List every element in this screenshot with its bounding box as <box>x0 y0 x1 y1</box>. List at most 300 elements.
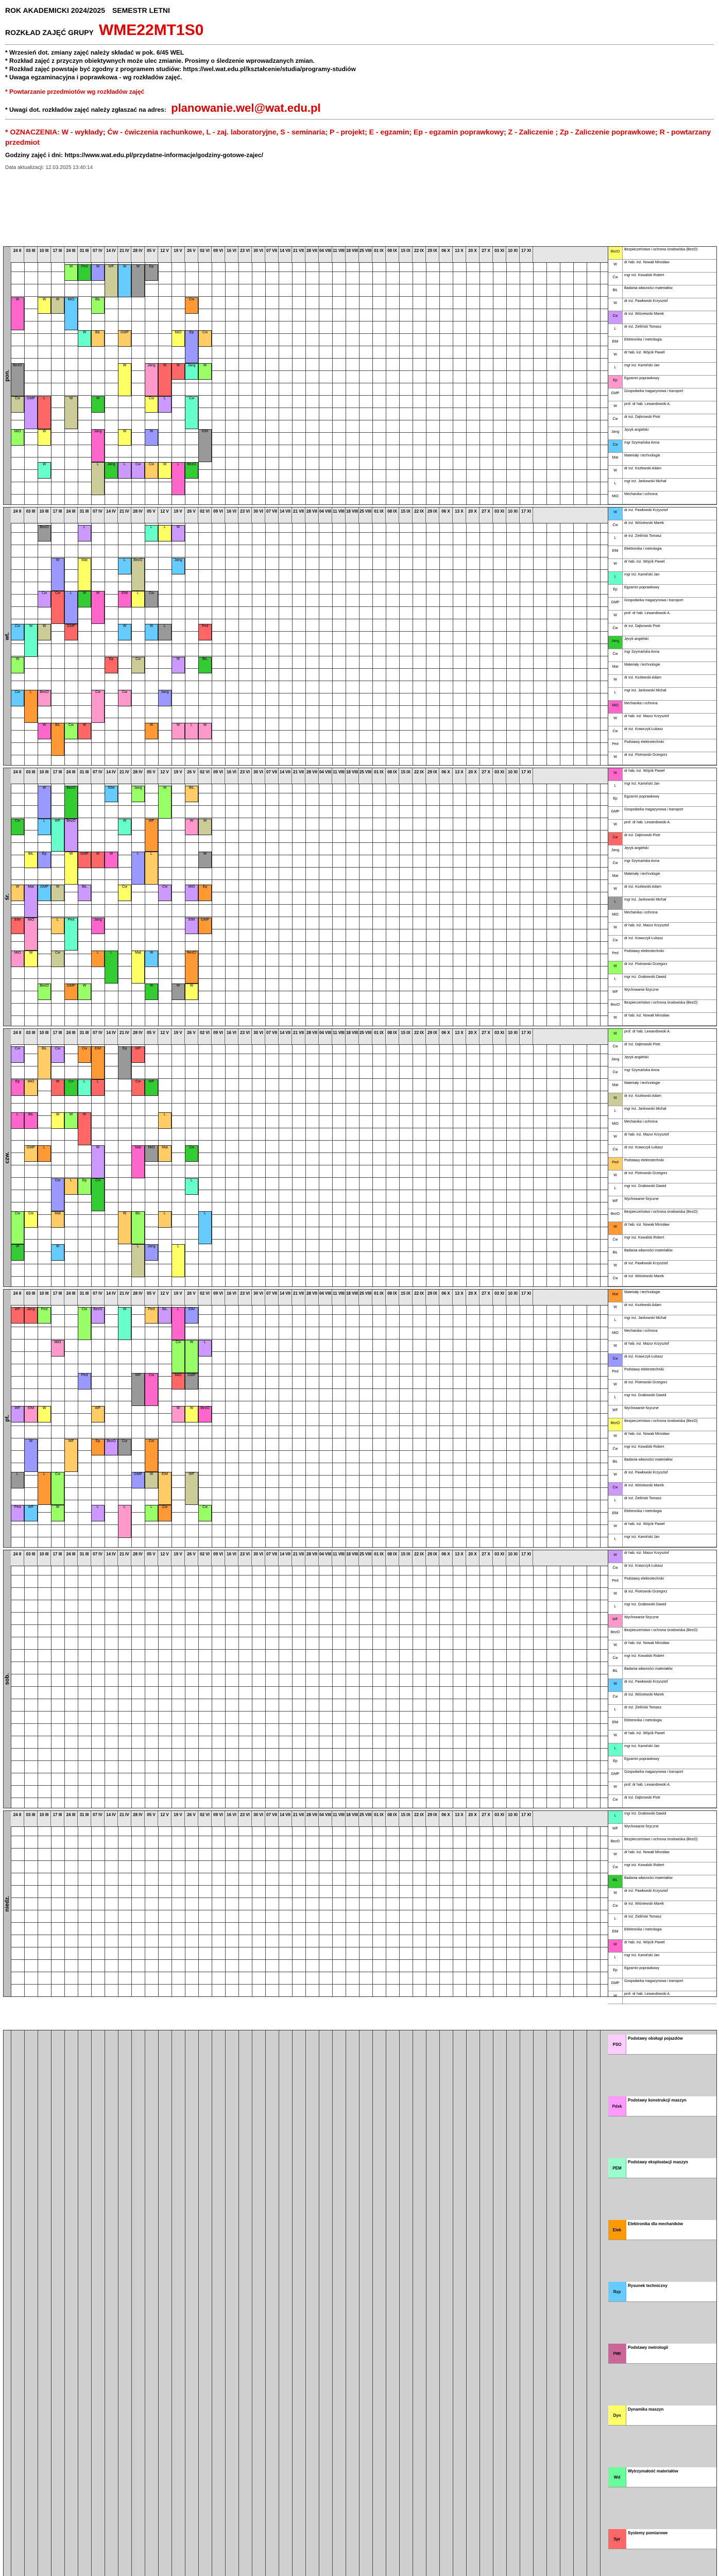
date-cell: 13 X <box>453 507 466 523</box>
class-cell[interactable]: Ćw <box>145 396 158 413</box>
class-cell[interactable]: ElM <box>11 918 24 934</box>
class-cell[interactable]: W <box>158 363 172 396</box>
class-cell[interactable]: L <box>11 1112 24 1129</box>
class-cell[interactable]: W <box>78 723 91 739</box>
class-cell[interactable]: Jang <box>24 1307 38 1324</box>
class-cell[interactable]: WF <box>145 1079 158 1096</box>
date-cell: 07 IV <box>91 1550 105 1566</box>
class-cell[interactable]: Ćw <box>131 657 145 673</box>
class-cell[interactable]: BezO <box>131 558 145 591</box>
date-cell: 07 VII <box>265 247 279 262</box>
class-cell[interactable]: WF <box>145 819 158 852</box>
class-cell[interactable]: GMP <box>64 984 78 1000</box>
legend-code: Ćw <box>608 1354 623 1366</box>
class-cell[interactable]: Ep <box>145 264 158 281</box>
class-cell[interactable]: Ćw <box>185 1145 198 1162</box>
class-cell[interactable]: WF <box>105 264 118 297</box>
class-cell[interactable]: W <box>78 591 91 607</box>
class-cell[interactable]: BiL <box>185 786 198 802</box>
class-cell[interactable]: W <box>51 1244 64 1261</box>
subject-desc: Dynamika maszyn <box>628 2407 664 2412</box>
class-cell[interactable]: Jang <box>131 786 145 802</box>
class-cell[interactable]: BiL <box>24 1112 38 1129</box>
date-cell: 21 IV <box>118 1290 131 1305</box>
class-cell[interactable]: L <box>118 1505 131 1538</box>
legend-code: L <box>608 1602 623 1614</box>
class-cell[interactable]: L <box>38 1472 51 1505</box>
class-cell[interactable]: W <box>78 1112 91 1145</box>
class-cell[interactable]: Ćw <box>78 1046 91 1063</box>
class-cell[interactable]: Ep <box>38 852 51 868</box>
class-cell[interactable]: Ćw <box>118 1439 131 1455</box>
class-cell[interactable]: W <box>198 819 212 835</box>
legend-desc: Bezpieczeństwo i ochrona środowiska (BezO) <box>624 248 698 251</box>
legend-desc: dr hab. inż. Wójcik Paweł <box>624 769 665 773</box>
legend-desc: prof. dr hab. Lewandowski A. <box>624 1992 671 1996</box>
class-cell[interactable]: Ćw <box>51 1046 64 1063</box>
subject-code: Rzp <box>608 2282 626 2301</box>
class-cell[interactable]: MiO <box>172 1373 185 1389</box>
legend-desc: dr inż. Piotrowski Grzegorz <box>624 1381 667 1384</box>
class-cell[interactable]: W <box>91 396 105 413</box>
class-cell[interactable]: BezO <box>64 786 78 819</box>
legend-code: BezO <box>608 1418 623 1431</box>
class-cell[interactable]: W <box>64 396 78 429</box>
class-cell[interactable]: ElM <box>158 1472 172 1505</box>
class-cell[interactable]: ElM <box>105 786 118 802</box>
class-cell[interactable]: Ćw <box>185 297 198 314</box>
class-cell[interactable]: GMP <box>78 852 91 868</box>
class-cell[interactable]: Ćw <box>11 1046 24 1063</box>
legend-row <box>608 1029 716 1042</box>
class-cell[interactable]: W <box>11 1244 24 1261</box>
class-cell[interactable]: L <box>78 1079 91 1096</box>
subject-row <box>608 2467 716 2487</box>
class-cell[interactable]: WF <box>51 819 64 852</box>
class-cell[interactable]: WF <box>11 1406 24 1422</box>
class-cell[interactable]: W <box>11 297 24 330</box>
class-cell[interactable]: L <box>185 723 198 739</box>
class-cell[interactable]: Jang <box>91 429 105 462</box>
class-cell[interactable]: W <box>172 1406 185 1422</box>
class-cell[interactable]: L <box>145 525 158 541</box>
class-cell[interactable]: MiO <box>11 951 24 967</box>
date-cell: 01 IX <box>372 1550 386 1566</box>
class-cell[interactable]: W <box>172 984 185 1000</box>
class-cell[interactable]: BezO <box>185 462 198 479</box>
class-cell[interactable]: Jang <box>145 1244 158 1261</box>
date-cell: 02 VI <box>198 1550 212 1566</box>
class-cell[interactable]: Ped <box>198 624 212 640</box>
class-cell[interactable]: BiL <box>91 297 105 314</box>
legend-desc: dr inż. Zieliński Tomasz <box>624 534 662 538</box>
class-cell[interactable]: L <box>91 1505 105 1521</box>
class-cell[interactable]: W <box>11 657 24 673</box>
class-cell[interactable]: Ćw <box>11 1211 24 1244</box>
class-cell[interactable]: GMP <box>118 330 131 347</box>
class-cell[interactable]: Ćw <box>78 1307 91 1340</box>
class-cell[interactable]: BiL <box>131 1211 145 1244</box>
class-cell[interactable]: W <box>118 624 131 640</box>
class-cell[interactable]: Ćw <box>145 591 158 607</box>
class-cell[interactable]: W <box>185 819 198 835</box>
class-cell[interactable]: Ep <box>11 1079 24 1096</box>
class-cell[interactable]: W <box>51 297 64 314</box>
class-cell[interactable]: L <box>11 1472 24 1488</box>
class-cell[interactable]: MiO <box>172 330 185 347</box>
class-cell[interactable]: W <box>118 1307 131 1340</box>
class-cell[interactable]: Ćw <box>11 624 24 640</box>
class-cell[interactable]: W <box>185 1406 198 1422</box>
class-cell[interactable]: Ćw <box>51 951 64 967</box>
class-cell[interactable]: ElM <box>118 591 131 607</box>
legend-row <box>608 1328 716 1341</box>
class-cell[interactable]: W <box>91 591 105 624</box>
class-cell[interactable]: W <box>185 1340 198 1373</box>
legend-row <box>608 1483 716 1496</box>
legend-row <box>608 1171 716 1183</box>
legend-row <box>608 1521 716 1534</box>
class-cell[interactable]: L <box>198 1211 212 1244</box>
class-cell[interactable]: Ćw <box>118 885 131 901</box>
class-cell[interactable]: Ćw <box>198 1505 212 1521</box>
class-cell[interactable]: W <box>145 1472 158 1488</box>
class-cell[interactable]: BezO <box>38 984 51 1000</box>
class-cell[interactable]: Ćw <box>51 1178 64 1211</box>
date-cell: 19 V <box>172 1550 185 1566</box>
class-cell[interactable]: W <box>172 363 185 380</box>
class-cell[interactable]: W <box>24 1439 38 1472</box>
class-cell[interactable]: Ped <box>78 264 91 281</box>
date-cell: 05 V <box>145 1029 158 1044</box>
class-cell[interactable]: Ćw <box>24 1211 38 1228</box>
class-cell[interactable]: W <box>172 657 185 673</box>
legend-desc: Gospodarka magazynowa i transport <box>624 1770 683 1774</box>
date-cell: 23 VI <box>238 1029 252 1044</box>
class-cell[interactable]: W <box>158 786 172 819</box>
class-cell[interactable]: ElM <box>198 429 212 462</box>
date-cell: 27 X <box>480 507 493 523</box>
class-cell[interactable]: W <box>38 786 51 819</box>
class-cell[interactable]: Ćw <box>172 1340 185 1373</box>
class-cell[interactable]: MiO <box>145 1145 158 1162</box>
class-cell[interactable]: W <box>91 1145 105 1178</box>
class-cell[interactable]: W <box>64 264 78 281</box>
class-cell[interactable]: BezO <box>64 819 78 852</box>
legend-desc: dr inż. Dąbrowski Piotr <box>624 1043 661 1046</box>
class-cell[interactable]: L <box>158 525 172 541</box>
class-cell[interactable]: Mat <box>78 558 91 591</box>
class-cell[interactable]: Jang <box>172 558 185 574</box>
class-cell[interactable]: L <box>172 1244 185 1277</box>
class-cell[interactable]: Ćw <box>198 330 212 347</box>
class-cell[interactable]: W <box>51 885 64 901</box>
class-cell[interactable]: W <box>64 1112 78 1129</box>
legend-code: Ćw <box>608 1563 623 1575</box>
class-cell[interactable]: W <box>172 525 185 541</box>
class-cell[interactable]: MiO <box>24 918 38 951</box>
legend-code: ElM <box>608 546 623 558</box>
class-cell[interactable]: BezO <box>198 1406 212 1422</box>
class-cell[interactable]: L <box>38 1145 51 1162</box>
class-cell[interactable]: MiO <box>64 297 78 330</box>
class-cell[interactable]: L <box>172 462 185 495</box>
class-cell[interactable]: Ćw <box>118 690 131 706</box>
class-cell[interactable]: Ep <box>185 330 198 363</box>
class-cell[interactable]: MiO <box>11 429 24 446</box>
class-cell[interactable]: W <box>158 462 172 479</box>
subject-row <box>608 2220 716 2240</box>
class-cell[interactable]: Jang <box>91 918 105 934</box>
class-cell[interactable]: Ćw <box>131 462 145 479</box>
class-cell[interactable]: WF <box>24 1505 38 1521</box>
legend-row <box>608 572 716 585</box>
class-cell[interactable]: W <box>145 624 158 640</box>
class-cell[interactable]: W <box>51 558 64 591</box>
class-cell[interactable]: L <box>78 525 91 541</box>
class-cell[interactable]: W <box>78 984 91 1000</box>
class-cell[interactable]: W <box>11 885 24 901</box>
class-cell[interactable]: WF <box>64 1439 78 1472</box>
class-cell[interactable]: BiL <box>24 852 38 868</box>
class-cell[interactable]: W <box>145 429 158 446</box>
class-cell[interactable]: Ped <box>78 1373 91 1389</box>
class-cell[interactable]: L <box>131 1244 145 1277</box>
class-cell[interactable]: Ep <box>78 1178 91 1195</box>
legend-row <box>608 1756 716 1769</box>
class-cell[interactable]: W <box>38 624 51 640</box>
class-cell[interactable]: ElM <box>185 918 198 934</box>
class-cell[interactable]: Ćw <box>185 396 198 429</box>
class-cell[interactable]: W <box>198 852 212 868</box>
class-cell[interactable]: BezO <box>185 951 198 984</box>
class-cell[interactable]: BiL <box>91 330 105 347</box>
class-cell[interactable]: Ep <box>105 657 118 673</box>
class-cell[interactable]: L <box>158 1211 172 1228</box>
class-cell[interactable]: BezO <box>105 1439 118 1455</box>
class-cell[interactable]: GMP <box>198 918 212 934</box>
class-cell[interactable]: Jang <box>105 462 118 479</box>
class-cell[interactable]: W <box>51 1112 64 1129</box>
class-cell[interactable]: Ćw <box>64 1079 78 1096</box>
class-cell[interactable]: L <box>118 558 131 574</box>
class-cell[interactable]: L <box>145 852 158 885</box>
class-cell[interactable]: BezO <box>38 690 51 706</box>
class-cell[interactable]: BezO <box>11 363 24 396</box>
class-cell[interactable]: Ćw <box>11 690 24 706</box>
class-cell[interactable]: W <box>51 1505 64 1521</box>
class-cell[interactable]: L <box>185 1178 198 1195</box>
class-cell[interactable]: Ep <box>91 1439 105 1455</box>
class-cell[interactable]: BiL <box>158 1307 172 1324</box>
class-cell[interactable]: W <box>38 429 51 446</box>
class-cell[interactable]: Ćw <box>158 885 172 901</box>
class-cell[interactable]: W <box>118 363 131 396</box>
legend-desc: dr inż. Dąbrowski Piotr <box>624 624 661 628</box>
class-cell[interactable]: GMP <box>131 1472 145 1488</box>
class-cell[interactable]: BezO <box>91 1307 105 1324</box>
class-cell[interactable]: W <box>118 819 131 835</box>
class-cell[interactable]: W <box>118 264 131 297</box>
class-cell[interactable]: L <box>118 462 131 479</box>
class-cell[interactable]: W <box>105 852 118 868</box>
class-cell[interactable]: Ćw <box>51 591 64 624</box>
class-cell[interactable]: W <box>198 723 212 739</box>
class-cell[interactable]: Ćw <box>91 690 105 723</box>
class-cell[interactable]: L <box>198 1340 212 1357</box>
class-cell[interactable]: W <box>51 1079 64 1096</box>
class-cell[interactable]: Mat <box>158 1145 172 1162</box>
class-cell[interactable]: Ćw <box>51 1472 64 1505</box>
class-cell[interactable]: Mat <box>131 1145 145 1178</box>
class-cell[interactable]: L <box>172 1307 185 1340</box>
class-cell[interactable]: L <box>91 951 105 967</box>
class-cell[interactable]: L <box>158 1112 172 1129</box>
class-cell[interactable]: Ćw <box>11 396 24 413</box>
legend-desc: mgr inż. Kamiński Jan <box>624 1744 660 1748</box>
class-cell[interactable]: W <box>38 297 51 314</box>
class-cell[interactable]: W <box>38 1406 51 1422</box>
class-cell[interactable]: Ep <box>118 1046 131 1079</box>
class-cell[interactable]: W <box>91 264 105 281</box>
legend-code: W <box>608 1550 623 1563</box>
date-cell: 24 II <box>11 247 24 262</box>
class-cell[interactable]: Ped <box>64 918 78 951</box>
class-cell[interactable]: L <box>91 462 105 495</box>
class-cell[interactable]: L <box>38 819 51 835</box>
class-cell[interactable]: MiO <box>185 885 198 901</box>
class-cell[interactable]: Mat <box>24 885 38 918</box>
class-cell[interactable]: L <box>24 690 38 723</box>
class-cell[interactable]: W <box>64 852 78 885</box>
class-cell[interactable]: W <box>118 1211 131 1244</box>
class-cell[interactable]: W <box>172 723 185 739</box>
class-cell[interactable]: W <box>24 624 38 657</box>
class-cell[interactable]: W <box>38 723 51 739</box>
class-cell[interactable]: BiL <box>198 657 212 673</box>
date-cell: 03 III <box>24 1290 38 1305</box>
legend-code: W <box>608 1991 623 2004</box>
class-cell[interactable]: Ćw <box>64 723 78 739</box>
date-cell: 05 V <box>145 768 158 784</box>
class-cell[interactable]: W <box>185 984 198 1000</box>
legend-row <box>608 820 716 833</box>
legend-desc: prof. dr hab. Lewandowski A. <box>624 402 671 406</box>
class-cell[interactable]: BiL <box>51 723 64 756</box>
class-cell[interactable]: BiL <box>78 885 91 901</box>
legend-code: WF <box>608 1196 623 1209</box>
class-cell[interactable]: Ćw <box>145 1439 158 1472</box>
class-cell[interactable]: GMP <box>185 1373 198 1389</box>
date-cell: 27 X <box>480 247 493 262</box>
class-cell[interactable]: GMP <box>64 624 78 640</box>
class-cell[interactable]: WF <box>185 1472 198 1505</box>
class-cell[interactable]: Ćw <box>145 1373 158 1406</box>
date-cell: 12 V <box>158 1550 172 1566</box>
class-cell[interactable]: ElM <box>91 1046 105 1079</box>
class-cell[interactable]: L <box>91 1079 105 1096</box>
legend-row <box>608 507 716 520</box>
date-cell: 04 VIII <box>319 1290 332 1305</box>
class-cell[interactable]: WF <box>131 1373 145 1406</box>
date-cell: 22 IX <box>413 1550 426 1566</box>
date-cell: 12 V <box>158 1029 172 1044</box>
class-cell[interactable]: Ćw <box>158 1505 172 1521</box>
class-cell[interactable]: W <box>198 363 212 380</box>
class-cell[interactable]: Ćw <box>91 1178 105 1211</box>
class-cell[interactable]: L <box>38 396 51 429</box>
class-cell[interactable]: L <box>131 852 145 885</box>
class-cell[interactable]: W <box>78 330 91 347</box>
class-cell[interactable]: L <box>158 396 172 413</box>
class-cell[interactable]: L <box>105 951 118 984</box>
legend-code: W <box>608 1341 623 1353</box>
class-cell[interactable]: BiL <box>38 1046 51 1079</box>
class-cell[interactable]: Ćw <box>38 591 51 607</box>
class-cell[interactable]: Ped <box>11 1505 24 1521</box>
legend-row <box>608 714 716 726</box>
class-cell[interactable]: Ćw <box>11 819 24 835</box>
class-cell[interactable]: L <box>131 591 145 607</box>
legend-desc: mgr inż. Jankowski Michał <box>624 1316 666 1320</box>
class-cell[interactable]: W <box>24 951 38 967</box>
class-cell[interactable]: Jang <box>158 690 172 706</box>
class-cell[interactable]: Ćw <box>131 1079 145 1096</box>
class-cell[interactable]: Ped <box>38 1307 51 1324</box>
class-cell[interactable]: Jang <box>185 363 198 380</box>
hours-link[interactable]: Godziny zajęć i dni: https://www.wat.edu.pl/przydatne-informacje/godziny-gotowe-zajec/ <box>5 151 263 159</box>
legend-desc: dr inż. Dąbrowski Piotr <box>624 1796 661 1800</box>
class-cell[interactable]: GMP <box>24 1145 38 1162</box>
class-cell[interactable]: W <box>118 429 131 446</box>
date-cell: 03 XI <box>493 1029 506 1044</box>
class-cell[interactable]: WF <box>91 1406 105 1422</box>
class-cell[interactable]: ElM <box>24 1406 38 1422</box>
plan-email-link[interactable]: planowanie.wel@wat.edu.pl <box>171 101 321 114</box>
class-cell[interactable]: GMP <box>24 396 38 429</box>
class-cell[interactable]: W <box>131 264 145 297</box>
class-cell[interactable]: W <box>145 951 158 967</box>
legend-desc: dr hab. inż. Mazur Krzysztof <box>624 1342 669 1346</box>
class-cell[interactable]: Mat <box>51 1211 64 1228</box>
class-cell[interactable]: L <box>64 1178 78 1195</box>
class-cell[interactable]: WF <box>131 1046 145 1063</box>
class-cell[interactable]: GMP <box>38 885 51 901</box>
class-cell[interactable]: W <box>145 984 158 1000</box>
date-cell: 10 XI <box>506 1290 520 1305</box>
class-cell[interactable]: BezO <box>38 525 51 541</box>
class-cell[interactable]: W <box>91 852 105 868</box>
semester: SEMESTR LETNI <box>112 6 170 14</box>
class-cell[interactable]: L <box>51 918 64 934</box>
class-cell[interactable]: L <box>158 624 172 640</box>
class-cell[interactable]: ElM <box>185 1307 198 1324</box>
date-cell: 08 IX <box>386 1029 399 1044</box>
class-cell[interactable]: Ep <box>198 885 212 901</box>
legend-row <box>608 1795 716 1808</box>
class-cell[interactable]: MiO <box>24 1079 38 1096</box>
class-cell[interactable]: Jang <box>145 363 158 396</box>
class-cell[interactable]: W <box>38 462 51 479</box>
class-cell[interactable]: Ćw <box>145 462 158 479</box>
class-cell[interactable]: MiO <box>51 1340 64 1357</box>
class-cell[interactable]: WF <box>11 1307 24 1324</box>
class-cell[interactable]: Ped <box>145 1307 158 1324</box>
class-cell[interactable]: L <box>145 1505 158 1521</box>
class-cell[interactable]: Mat <box>131 951 145 984</box>
class-cell[interactable]: W <box>145 723 158 739</box>
class-cell[interactable]: L <box>64 591 78 624</box>
